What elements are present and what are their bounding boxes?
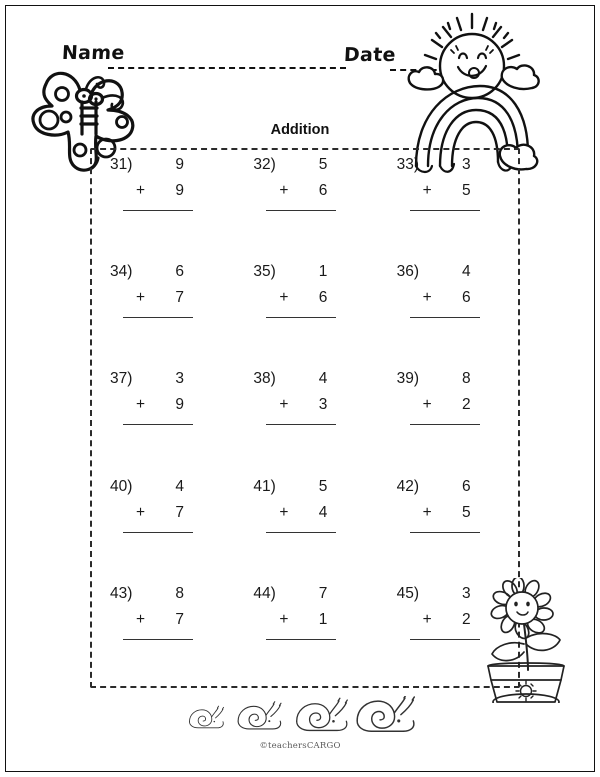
problem-addend-bottom: 6 xyxy=(318,182,328,199)
problem-answer-line[interactable] xyxy=(123,317,193,318)
problem-operator: + xyxy=(422,289,432,307)
problem-addend-top: 4 xyxy=(175,477,184,495)
problem-number: 32) xyxy=(253,156,276,173)
problem-answer-line[interactable] xyxy=(266,424,336,425)
cloud-right xyxy=(502,65,539,89)
problem-answer-line[interactable] xyxy=(123,424,193,425)
problem-addend-bottom: 7 xyxy=(175,610,184,628)
credit-watermark: ©teachersCARGO xyxy=(259,741,341,751)
problem-item xyxy=(377,474,520,581)
problem-addend-top: 3 xyxy=(462,156,471,173)
problem-operator: + xyxy=(136,182,146,199)
problem-number: 44) xyxy=(253,584,276,602)
problem-number: 31) xyxy=(110,156,133,173)
problem-item xyxy=(233,474,376,581)
problem-operator: + xyxy=(279,182,289,199)
problem-operator: + xyxy=(422,182,432,199)
problem-answer-line[interactable] xyxy=(123,532,193,533)
problem-addend-bottom: 7 xyxy=(175,289,184,307)
worksheet-title: Addition xyxy=(270,122,330,138)
problem-addend-top: 8 xyxy=(462,370,471,388)
problem-answer-line[interactable] xyxy=(266,639,336,640)
problem-operator: + xyxy=(279,610,289,628)
problem-addend-top: 4 xyxy=(462,263,471,281)
problem-operator: + xyxy=(422,396,432,414)
problem-addend-top: 3 xyxy=(462,584,471,602)
problem-answer-line[interactable] xyxy=(410,424,480,425)
problem-operator: + xyxy=(136,610,146,628)
problem-answer-line[interactable] xyxy=(410,532,480,533)
problem-item xyxy=(90,581,233,688)
problem-answer-line[interactable] xyxy=(410,317,480,318)
problem-addend-top: 1 xyxy=(318,263,328,281)
problem-item xyxy=(90,152,233,259)
problem-addend-bottom: 1 xyxy=(318,610,328,628)
snail-medium xyxy=(238,702,281,729)
problem-addend-bottom: 9 xyxy=(175,396,184,414)
problem-operator: + xyxy=(279,289,289,307)
snails-doodle xyxy=(185,696,415,732)
snail-large xyxy=(297,698,348,730)
problem-addend-bottom: 2 xyxy=(462,396,471,414)
problem-number: 43) xyxy=(110,584,133,602)
problem-addend-top: 5 xyxy=(318,156,328,173)
problems-grid xyxy=(90,152,520,688)
name-field-label: Name xyxy=(61,42,126,64)
problem-addend-top: 8 xyxy=(175,584,184,602)
problem-number: 40) xyxy=(110,477,133,495)
problem-item xyxy=(233,581,376,688)
problem-addend-bottom: 5 xyxy=(462,503,471,521)
problem-number: 37) xyxy=(110,370,133,388)
problem-answer-line[interactable] xyxy=(266,532,336,533)
problem-item xyxy=(233,366,376,473)
problem-answer-line[interactable] xyxy=(266,210,336,211)
problem-addend-bottom: 3 xyxy=(318,396,328,414)
problem-number: 45) xyxy=(396,584,420,602)
problem-number: 42) xyxy=(396,477,420,495)
flower-head xyxy=(489,578,553,641)
snail-largest xyxy=(357,696,414,731)
problem-operator: + xyxy=(136,289,146,307)
problem-operator: + xyxy=(422,610,432,628)
problem-item xyxy=(90,474,233,581)
problem-item xyxy=(377,366,520,473)
problem-addend-top: 4 xyxy=(318,370,328,388)
problem-number: 39) xyxy=(396,370,420,388)
snail-small xyxy=(189,706,223,728)
problem-item xyxy=(233,259,376,366)
problem-item xyxy=(377,259,520,366)
problem-item xyxy=(233,152,376,259)
problem-item xyxy=(377,152,520,259)
problem-addend-bottom: 6 xyxy=(318,289,328,307)
cloud-left xyxy=(409,67,443,89)
sun-emblem xyxy=(516,681,536,701)
problem-answer-line[interactable] xyxy=(123,210,193,211)
problem-addend-top: 5 xyxy=(318,477,328,495)
problem-item xyxy=(90,366,233,473)
problem-answer-line[interactable] xyxy=(123,639,193,640)
problem-addend-bottom: 4 xyxy=(318,503,328,521)
problem-number: 33) xyxy=(396,156,420,173)
problem-addend-bottom: 6 xyxy=(462,289,471,307)
problem-addend-bottom: 7 xyxy=(175,503,184,521)
problem-number: 38) xyxy=(253,370,276,388)
problem-addend-top: 6 xyxy=(462,477,471,495)
problem-addend-top: 3 xyxy=(175,370,184,388)
problem-addend-top: 6 xyxy=(175,263,184,281)
problem-answer-line[interactable] xyxy=(410,210,480,211)
problem-operator: + xyxy=(136,503,146,521)
problem-addend-top: 7 xyxy=(318,584,328,602)
problem-addend-bottom: 2 xyxy=(462,610,471,628)
problem-number: 41) xyxy=(253,477,276,495)
flower-pot-doodle xyxy=(470,578,580,708)
problem-number: 34) xyxy=(110,263,133,281)
problem-addend-top: 9 xyxy=(175,156,184,173)
problem-addend-bottom: 9 xyxy=(175,182,184,199)
problem-operator: + xyxy=(136,396,146,414)
pot xyxy=(488,663,564,703)
problem-number: 36) xyxy=(396,263,420,281)
problem-answer-line[interactable] xyxy=(266,317,336,318)
problem-addend-bottom: 5 xyxy=(462,182,471,199)
problem-operator: + xyxy=(279,396,289,414)
problem-item xyxy=(90,259,233,366)
problem-operator: + xyxy=(279,503,289,521)
problem-operator: + xyxy=(422,503,432,521)
date-field-label: Date xyxy=(343,44,397,66)
problem-number: 35) xyxy=(253,263,276,281)
